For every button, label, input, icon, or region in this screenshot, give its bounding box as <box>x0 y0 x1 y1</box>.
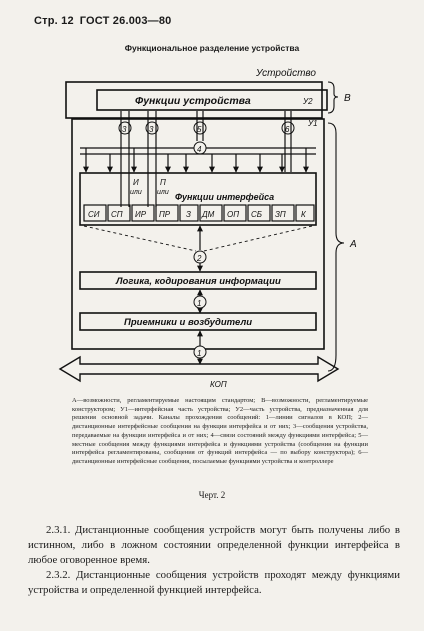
figure-legend: А—возможности, регламентируемые настоящим стандартом; В—возможности, регламентируемые конструктором; У1—интерфейсная часть устройства; У2—часть устройства, предназначенная для решения основной задачи. Каналы прохождения сообщений: 1—линии сигналов в КОП; 2—дистанционные интерфейсные сообщения на функции интерфейса и от них; 3—сообщения устройства, передаваемые на функции интерфейса и от них; 4—связи состояний между функциями интерфейса; 5—местные сообщения между функциями интерфейса и функциями устройства (сообщения на функции интерфейса регламентированы, сообщения от функций интерфейса — по выбору конструктора); 6—дистанционные интерфейсные сообщения, посылаемые функциями устройства и контроллере <box>72 397 368 465</box>
u2-label: У2 <box>303 97 313 106</box>
paragraph: 2.3.2. Дистанционные сообщения устройств проходят между функциями устройства и определенной функцией интерфейса. <box>28 569 400 596</box>
side-label-b: В <box>344 93 351 104</box>
page-number: Стр. 12 <box>34 15 74 27</box>
svg-text:1: 1 <box>197 299 202 308</box>
u1-label: У1 <box>308 119 318 128</box>
bus-arrow <box>60 357 338 381</box>
function-sp: СП <box>111 210 123 219</box>
svg-text:4: 4 <box>197 145 202 154</box>
bus-label: КОП <box>210 380 227 389</box>
channel-marker <box>194 296 206 308</box>
or-label: П <box>160 178 166 187</box>
function-k: К <box>301 210 306 219</box>
svg-text:6: 6 <box>285 125 290 134</box>
channel-marker <box>194 122 206 134</box>
standard-number: ГОСТ 26.003—80 <box>79 15 172 27</box>
function-dm: ДМ <box>202 210 215 219</box>
brace-a <box>328 123 344 371</box>
svg-text:5: 5 <box>197 125 202 134</box>
brace-b <box>328 82 338 113</box>
remote-message-fan <box>84 226 312 251</box>
function-ir: ИР <box>135 210 147 219</box>
function-z: З <box>186 210 191 219</box>
function-sb: СБ <box>251 210 262 219</box>
svg-text:1: 1 <box>197 349 202 358</box>
svg-text:3: 3 <box>149 125 154 134</box>
channel-marker <box>194 251 206 263</box>
paragraph: 2.3.1. Дистанционные сообщения устройств могут быть получены либо в истинном, либо в ложном состоянии определенной функции интерфейса в любое оговоренное время. <box>28 524 400 566</box>
function-si: СИ <box>88 210 100 219</box>
side-label-a: А <box>350 239 357 250</box>
figure-title: Функциональное разделение устройства <box>124 43 300 53</box>
channel-marker <box>194 142 206 154</box>
receivers-label: Приемники и возбудители <box>124 317 253 328</box>
logic-label: Логика, кодирования информации <box>116 276 281 287</box>
channel-marker <box>282 122 294 134</box>
or-label: или <box>130 189 142 196</box>
device-functions-label: Функции устройства <box>135 95 251 107</box>
figure-caption: Черт. 2 <box>198 490 226 500</box>
page-header <box>34 15 172 27</box>
function-pr: ПР <box>159 210 171 219</box>
device-label: Устройство <box>256 68 316 79</box>
or-label: И <box>133 178 139 187</box>
function-op: ОП <box>227 210 240 219</box>
or-label: или <box>157 189 169 196</box>
interface-functions-label: Функции интерфейса <box>175 192 275 202</box>
svg-text:3: 3 <box>122 125 127 134</box>
function-zp: ЗП <box>275 210 286 219</box>
channel-marker <box>194 346 206 358</box>
device-diagram <box>0 55 424 395</box>
svg-text:2: 2 <box>197 254 202 263</box>
